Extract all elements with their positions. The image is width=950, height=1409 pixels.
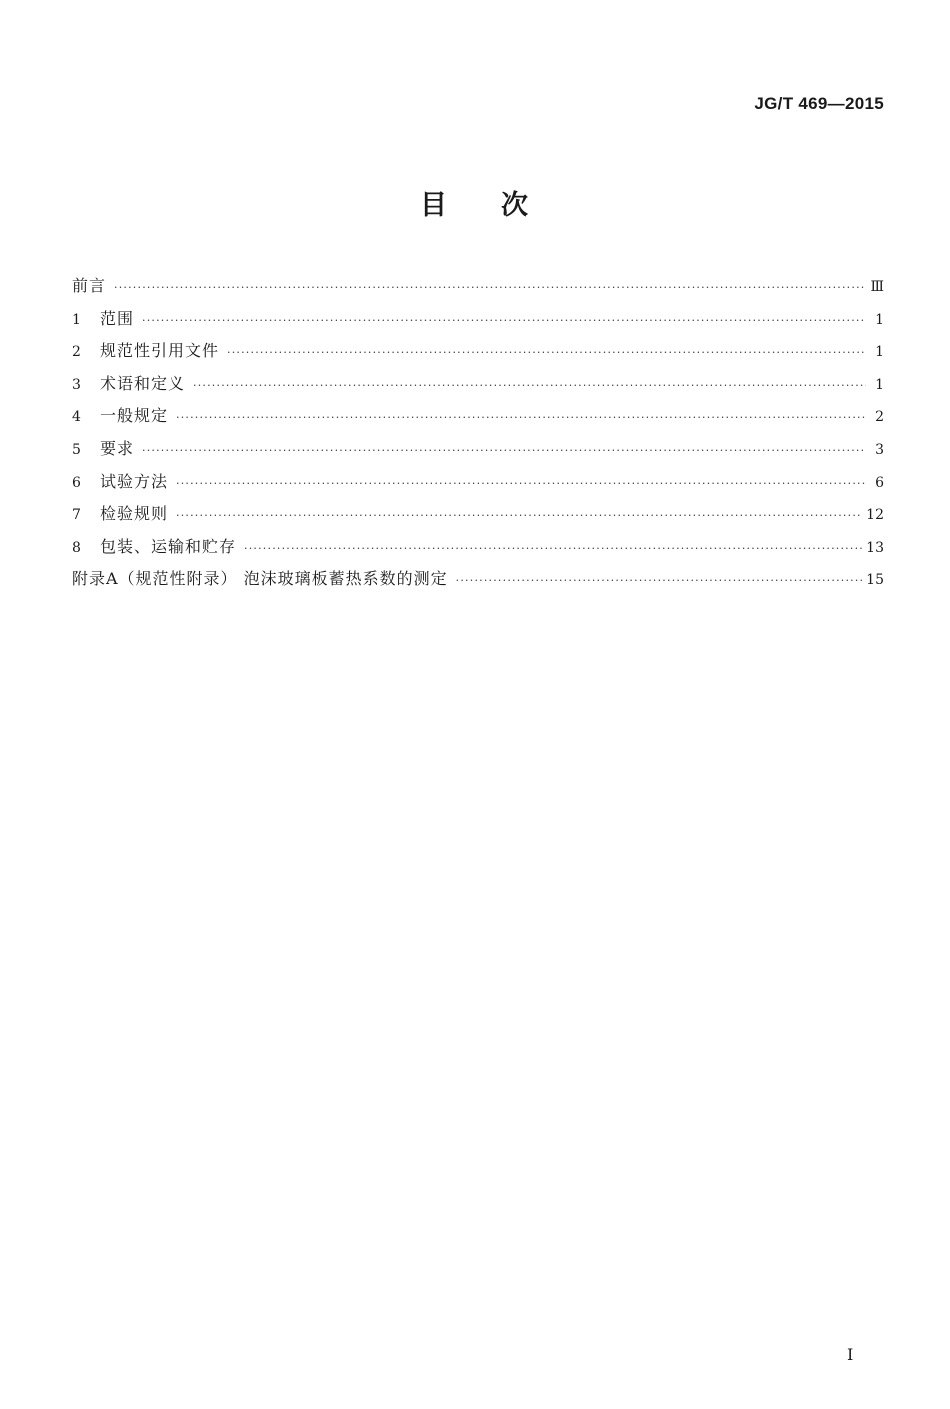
toc-entry-7[interactable]: [72, 498, 884, 531]
toc-leader-dots: [142, 305, 866, 337]
page-number: I: [847, 1345, 854, 1364]
toc-entry-page: Ⅲ: [870, 279, 884, 295]
toc-entry-8[interactable]: [72, 531, 884, 564]
toc-entry-label: 检验规则: [100, 504, 169, 524]
toc-entry-page: 13: [866, 539, 884, 556]
toc-entry-4[interactable]: [72, 400, 884, 433]
toc-entry-number: 7: [72, 507, 81, 524]
toc-entry-number: 8: [72, 539, 81, 556]
table-of-contents: [72, 270, 884, 596]
toc-entry-page: 3: [875, 441, 884, 458]
toc-leader-dots: [142, 435, 866, 467]
toc-entry-label: 要求: [100, 438, 135, 458]
toc-leader-dots: [176, 500, 862, 532]
toc-entry-page: 2: [875, 409, 884, 426]
toc-entry-number: 5: [72, 441, 81, 458]
toc-leader-dots: [456, 565, 863, 597]
toc-entry-label: 附录A（规范性附录） 泡沫玻璃板蓄热系数的测定: [72, 569, 448, 589]
toc-entry-number: 1: [72, 311, 81, 328]
toc-leader-dots: [244, 533, 862, 565]
toc-entry-1[interactable]: [72, 303, 884, 336]
toc-entry-page: 12: [866, 507, 884, 524]
title-char-2: 次: [501, 190, 530, 221]
toc-entry-label: 包装、运输和贮存: [100, 536, 237, 556]
toc-entry-number: 4: [72, 409, 81, 426]
toc-leader-dots: [114, 272, 866, 304]
toc-leader-dots: [176, 402, 866, 434]
toc-entry-appendix-a[interactable]: [72, 563, 884, 596]
toc-entry-6[interactable]: [72, 466, 884, 499]
toc-entry-2[interactable]: [72, 335, 884, 368]
toc-entry-page: 15: [866, 572, 884, 589]
toc-entry-label: 一般规定: [100, 406, 169, 426]
toc-leader-dots: [193, 370, 866, 402]
toc-entry-label: 试验方法: [100, 471, 169, 491]
toc-entry-number: 3: [72, 376, 81, 393]
toc-entry-page: 1: [875, 376, 884, 393]
toc-entry-label: 范围: [100, 308, 135, 328]
toc-entry-foreword[interactable]: [72, 270, 884, 303]
toc-entry-page: 6: [875, 474, 884, 491]
toc-entry-label: 术语和定义: [100, 373, 186, 393]
toc-entry-page: 1: [875, 344, 884, 361]
toc-leader-dots: [176, 468, 866, 500]
standard-code: JG/T 469—2015: [754, 94, 884, 113]
toc-entry-label: 前言: [72, 276, 107, 295]
toc-entry-3[interactable]: [72, 368, 884, 401]
title-char-1: 目: [420, 190, 449, 221]
toc-entry-number: 6: [72, 474, 81, 491]
toc-entry-label: 规范性引用文件: [100, 341, 220, 361]
toc-leader-dots: [227, 337, 866, 369]
toc-entry-number: 2: [72, 344, 81, 361]
toc-entry-5[interactable]: [72, 433, 884, 466]
toc-entry-page: 1: [875, 311, 884, 328]
page-title: [0, 183, 950, 222]
